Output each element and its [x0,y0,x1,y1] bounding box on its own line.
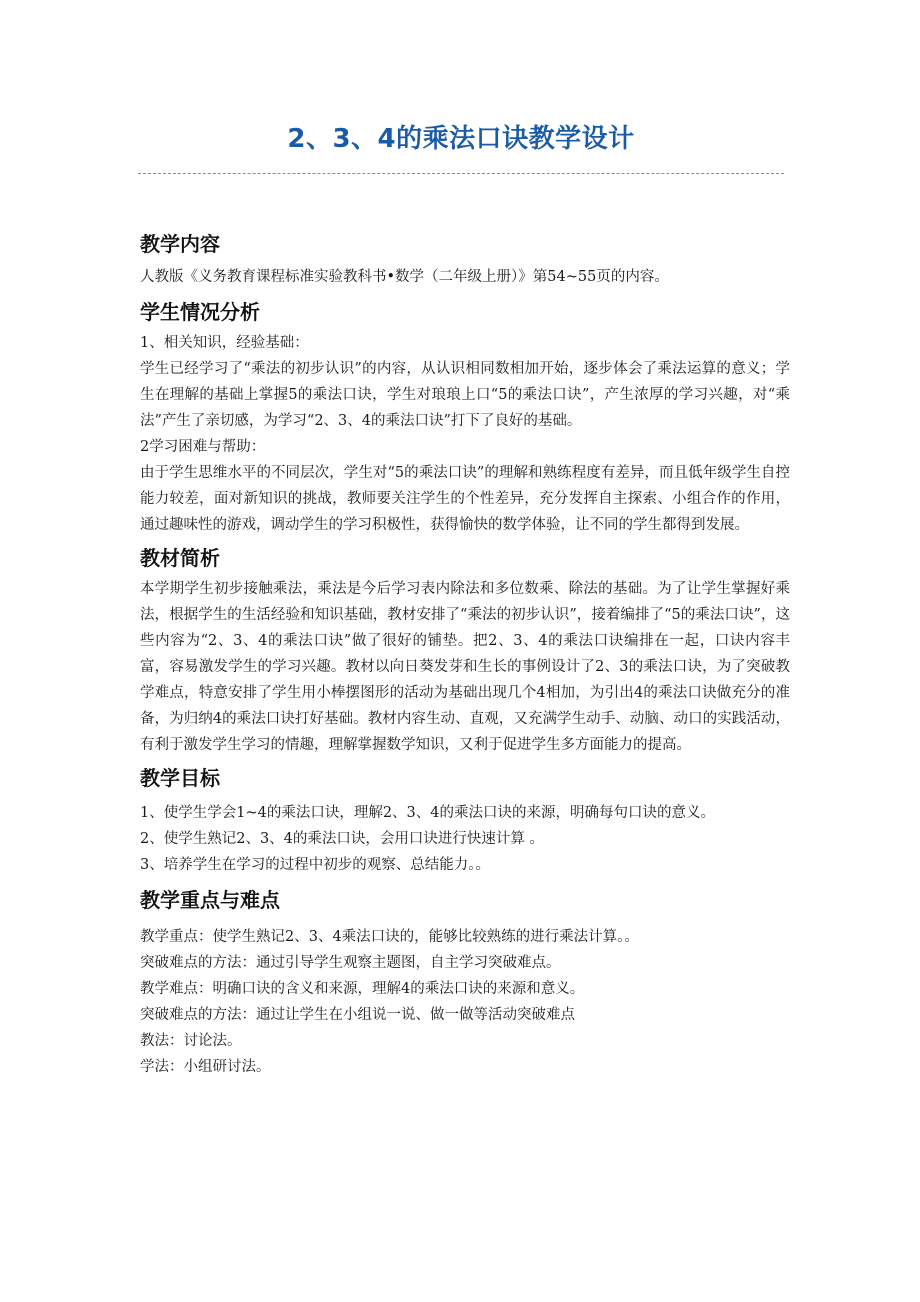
paragraph: 2、使学生熟记2、3、4的乘法口诀，会用口诀进行快速计算 。 [140,831,545,847]
section-heading: 教学重点与难点 [140,888,280,912]
paragraph: 本学期学生初步接触乘法，乘法是今后学习表内除法和多位数乘、除法的基础。为了让学生掌握好乘法，根据学生的生活经验和知识基础，教材安排了“乘法的初步认识”，接着编排了“5的乘法口诀”，这些内容为“2、3、4的乘法口诀”做了很好的铺垫。把2、3、4的乘法口诀编排在一起，口诀内容丰富，容易激发学生的学习兴趣。教材以向日葵发芽和生长的事例设计了2、3的乘法口诀，为了突破教学难点，特意安排了学生用小棒摆图形的活动为基础出现几个4相加，为引出4的乘法口诀做充分的准备，为归纳4的乘法口诀打好基础。教材内容生动、直观，又充满学生动手、动脑、动口的实践活动，有利于激发学生学习的情趣，理解掌握数学知识，又利于促进学生多方面能力的提高。 [140,581,790,753]
paragraph: 1、相关知识，经验基础： [140,335,309,351]
section-heading: 教学目标 [140,766,220,790]
paragraph: 教学重点：使学生熟记2、3、4乘法口诀的，能够比较熟练的进行乘法计算。。 [140,929,639,945]
section-teaching-objectives [140,762,790,878]
paragraph: 由于学生思维水平的不同层次，学生对“5的乘法口诀”的理解和熟练程度有差异，而且低年级学生自控能力较差，面对新知识的挑战，教师要关注学生的个性差异，充分发挥自主探索、小组合作的作用，通过趣味性的游戏，调动学生的学习积极性，获得愉快的数学体验，让不同的学生都得到发展。 [140,465,790,533]
section-heading: 学生情况分析 [140,300,260,324]
paragraph: 3、培养学生在学习的过程中初步的观察、总结能力。。 [140,857,490,873]
paragraph: 学法：小组研讨法。 [140,1059,271,1075]
paragraph: 2学习困难与帮助： [140,439,266,455]
document-title: 2、3、4的乘法口诀教学设计 [287,124,635,154]
paragraph: 1、使学生学会1~4的乘法口诀，理解2、3、4的乘法口诀的来源，明确每句口诀的意义。 [140,805,715,821]
paragraph: 突破难点的方法：通过引导学生观察主题图，自主学习突破难点。 [140,955,561,971]
section-student-analysis [140,296,790,538]
document-body [140,228,790,1080]
paragraph: 教法：讨论法。 [140,1033,242,1049]
section-heading: 教材简析 [140,546,220,570]
paragraph: 突破难点的方法：通过让学生在小组说一说、做一做等活动突破难点 [140,1007,575,1023]
section-teaching-content [140,228,790,290]
paragraph: 学生已经学习了“乘法的初步认识”的内容，从认识相同数相加开始，逐步体会了乘法运算的意义；学生在理解的基础上掌握5的乘法口诀，学生对琅琅上口“5的乘法口诀”，产生浓厚的学习兴趣，对“乘法”产生了亲切感，为学习“2、3、4的乘法口诀”打下了良好的基础。 [140,361,790,429]
section-key-points [140,884,790,1080]
paragraph: 教学难点：明确口诀的含义和来源，理解4的乘法口诀的来源和意义。 [140,981,585,997]
section-heading: 教学内容 [140,232,220,256]
section-material-analysis [140,542,790,758]
title-divider [138,173,784,174]
paragraph: 人教版《义务教育课程标准实验教科书•数学（二年级上册）》第54~55页的内容。 [140,269,669,285]
